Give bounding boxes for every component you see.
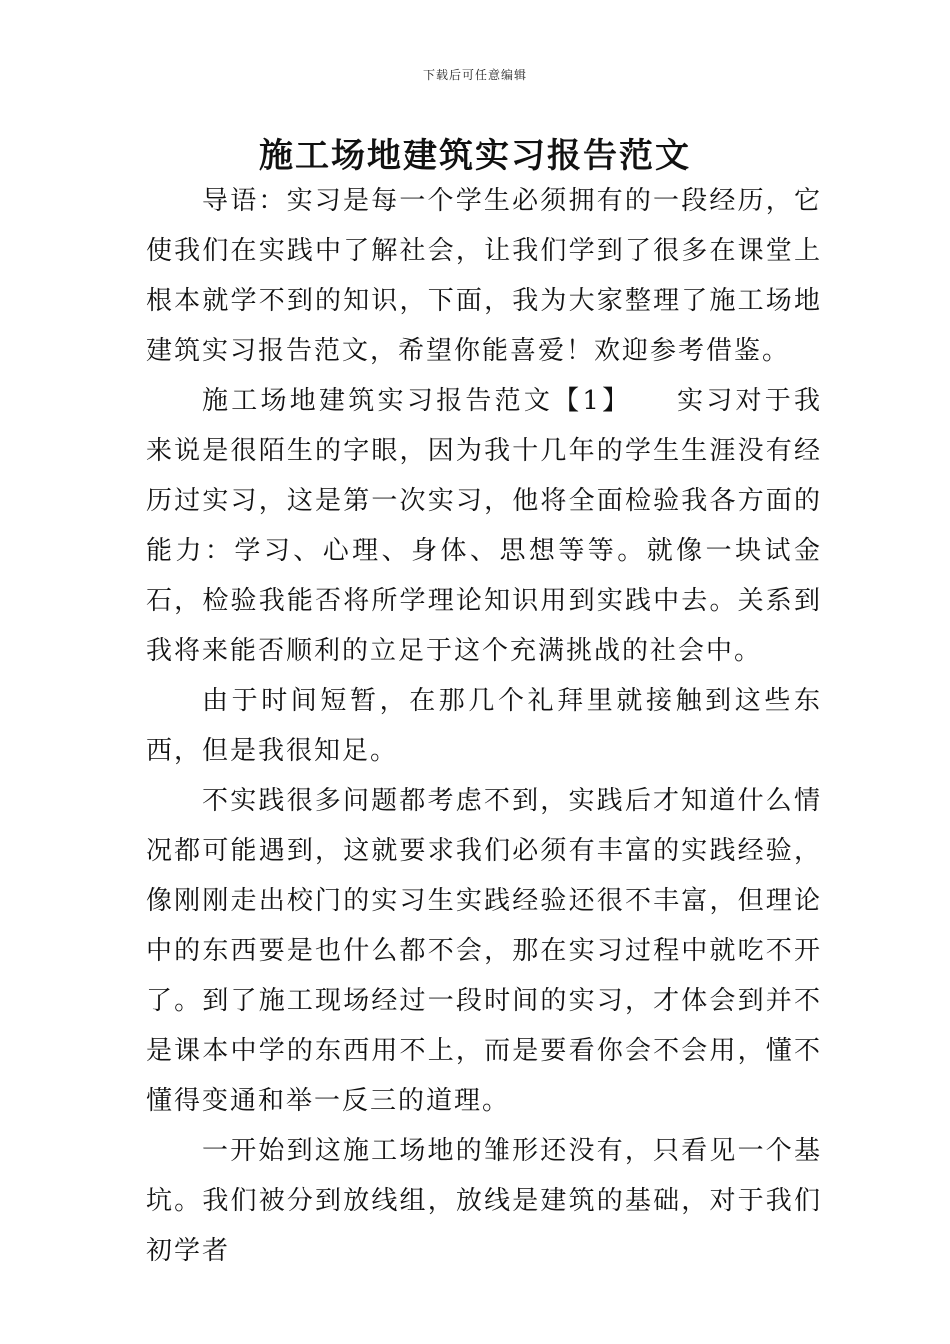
paragraph-intro: 导语：实习是每一个学生必须拥有的一段经历，它使我们在实践中了解社会，让我们学到了很多在课堂上根本就学不到的知识，下面，我为大家整理了施工场地建筑实习报告范文，希望你能喜爱！欢迎参考借鉴。 <box>146 186 822 366</box>
paragraph-2: 由于时间短暂，在那几个礼拜里就接触到这些东西，但是我很知足。 <box>146 686 822 766</box>
paragraph-3: 不实践很多问题都考虑不到，实践后才知道什么情况都可能遇到，这就要求我们必须有丰富的实践经验，像刚刚走出校门的实习生实践经验还很不丰富，但理论中的东西要是也什么都不会，那在实习过程中就吃不开了。到了施工现场经过一段时间的实习，才体会到并不是课本中学的东西用不上，而是要看你会不会用，懂不懂得变通和举一反三的道理。 <box>146 786 822 1116</box>
document-title: 施工场地建筑实习报告范文 <box>259 136 691 176</box>
paragraph-4: 一开始到这施工场地的雏形还没有，只看见一个基坑。我们被分到放线组，放线是建筑的基础，对于我们初学者 <box>146 1136 822 1266</box>
paragraph-section-1: 施工场地建筑实习报告范文【1】 实习对于我来说是很陌生的字眼，因为我十几年的学生生涯没有经历过实习，这是第一次实习，他将全面检验我各方面的能力：学习、心理、身体、思想等等。就像一块试金石，检验我能否将所学理论知识用到实践中去。关系到我将来能否顺利的立足于这个充满挑战的社会中。 <box>146 386 822 666</box>
document-body <box>146 176 822 1276</box>
header-note: 下载后可任意编辑 <box>422 68 527 82</box>
